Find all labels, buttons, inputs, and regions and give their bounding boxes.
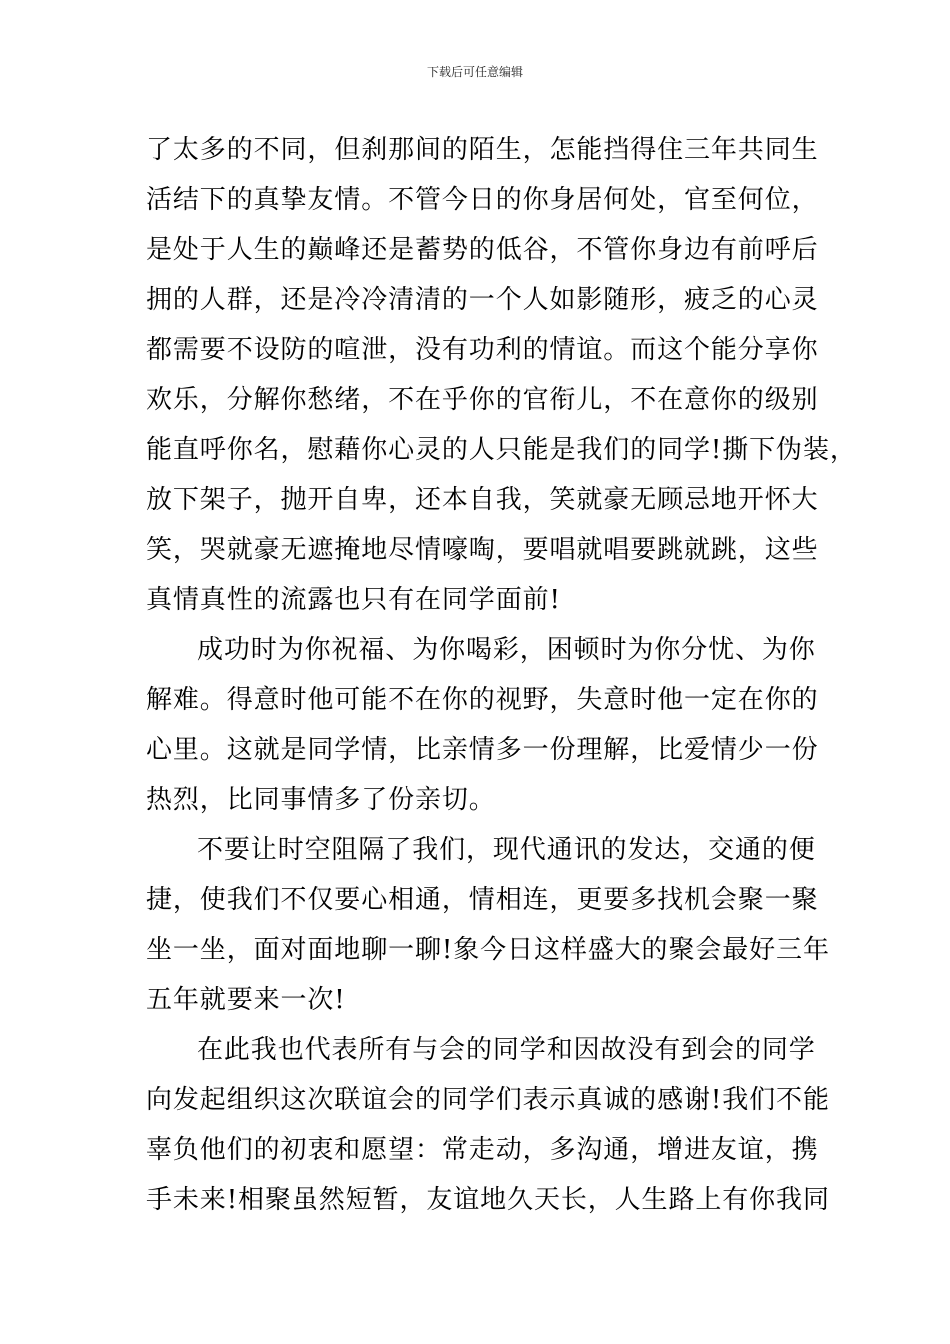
- text-line: 活结下的真挚友情。不管今日的你身居何处，官至何位，: [146, 185, 819, 215]
- text-line: 解难。得意时他可能不在你的视野，失意时他一定在你的: [146, 685, 819, 715]
- text-line: 拥的人群，还是冷冷清清的一个人如影随形，疲乏的心灵: [146, 285, 819, 315]
- paragraph-first-line: 不要让时空阻隔了我们，现代通讯的发达，交通的便: [197, 835, 816, 865]
- text-line: 真情真性的流露也只有在同学面前!: [146, 585, 561, 615]
- paragraph-first-line: 成功时为你祝福、为你喝彩，困顿时为你分忧、为你: [197, 635, 816, 665]
- text-line: 辜负他们的初衷和愿望：常走动，多沟通，增进友谊，携: [146, 1135, 819, 1165]
- text-line: 手未来!相聚虽然短暂，友谊地久天长，人生路上有你我同: [146, 1185, 830, 1215]
- text-line: 欢乐，分解你愁绪，不在乎你的官衔儿，不在意你的级别: [146, 385, 819, 415]
- text-line: 放下架子，抛开自卑，还本自我，笑就豪无顾忌地开怀大: [146, 485, 819, 515]
- text-line: 笑，哭就豪无遮掩地尽情嚎啕，要唱就唱要跳就跳，这些: [146, 535, 819, 565]
- text-line: 都需要不设防的喧泄，没有功利的情谊。而这个能分享你: [146, 335, 819, 365]
- paragraph-first-line: 在此我也代表所有与会的同学和因故没有到会的同学: [197, 1035, 816, 1065]
- page-header-note: 下载后可任意编辑: [426, 65, 523, 79]
- text-line: 心里。这就是同学情，比亲情多一份理解，比爱情少一份: [146, 735, 819, 765]
- text-line: 坐一坐，面对面地聊一聊!象今日这样盛大的聚会最好三年: [146, 935, 830, 965]
- text-line: 了太多的不同，但刹那间的陌生，怎能挡得住三年共同生: [146, 135, 819, 165]
- text-line: 是处于人生的巅峰还是蓄势的低谷，不管你身边有前呼后: [146, 235, 819, 265]
- text-line: 热烈，比同事情多了份亲切。: [146, 785, 496, 815]
- text-line: 捷，使我们不仅要心相通，情相连，更要多找机会聚一聚: [146, 885, 819, 915]
- text-line: 能直呼你名，慰藉你心灵的人只能是我们的同学!撕下伪装，: [146, 435, 857, 465]
- text-line: 向发起组织这次联谊会的同学们表示真诚的感谢!我们不能: [146, 1085, 830, 1115]
- text-line: 五年就要来一次!: [146, 985, 346, 1015]
